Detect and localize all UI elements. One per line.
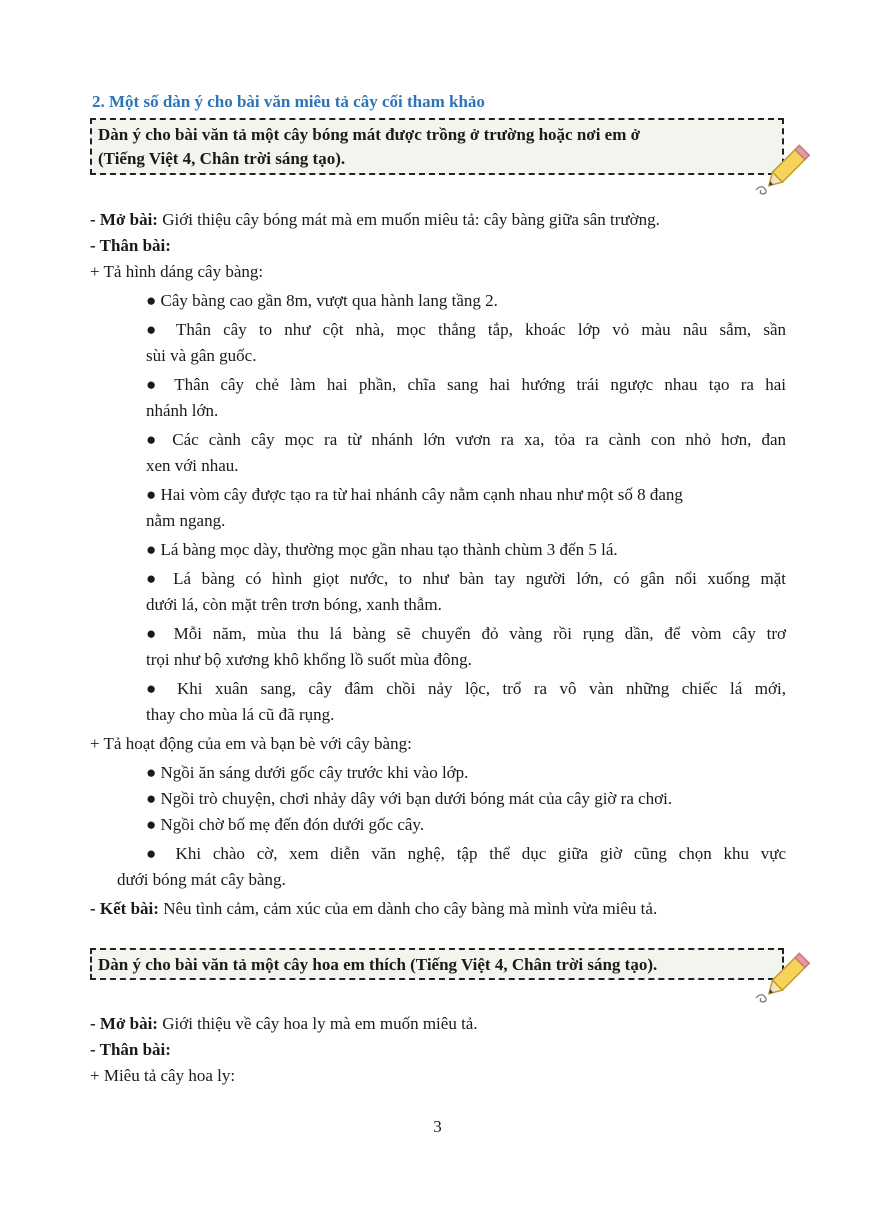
bullet-line: thay cho mùa lá cũ đã rụng. — [146, 705, 335, 724]
than-bai-label-2: - Thân bài: — [90, 1040, 171, 1059]
pencil-icon — [752, 950, 812, 1006]
bullet-line: ● Thân cây chẻ làm hai phần, chĩa sang hai hướng trái ngược nhau tạo ra hai — [146, 375, 786, 394]
bullet-line: ● Mỗi năm, mùa thu lá bàng sẽ chuyển đỏ vàng rồi rụng dần, để vòm cây trơ — [146, 624, 786, 643]
pencil-icon — [752, 142, 812, 198]
outline-heading-line-2: (Tiếng Việt 4, Chân trời sáng tạo). — [98, 149, 346, 168]
bullet-line: nhánh lớn. — [146, 401, 219, 420]
mo-bai-line-1: - Mở bài: Giới thiệu cây bóng mát mà em muốn miêu tả: cây bàng giữa sân trường. — [90, 210, 660, 229]
activity-heading: + Tả hoạt động của em và bạn bè với cây bàng: — [90, 734, 412, 753]
activity-line: ● Ngồi ăn sáng dưới gốc cây trước khi vào lớp. — [146, 763, 469, 782]
shape-heading-2: + Miêu tả cây hoa ly: — [90, 1066, 236, 1085]
outline-heading-line-1: Dàn ý cho bài văn tả một cây bóng mát được trồng ở trường hoặc nơi em ở — [98, 125, 641, 144]
bullet-line: ● Hai vòm cây được tạo ra từ hai nhánh cây nằm cạnh nhau như một số 8 đang — [146, 485, 683, 504]
bullet-line: trọi như bộ xương khô khổng lồ suốt mùa đông. — [146, 650, 472, 669]
mo-bai-line-2: - Mở bài: Giới thiệu về cây hoa ly mà em muốn miêu tả. — [90, 1014, 478, 1033]
activity-line: ● Ngồi chờ bố mẹ đến đón dưới gốc cây. — [146, 815, 425, 834]
bullet-line: sùi và gân guốc. — [146, 346, 257, 365]
ket-bai-line: - Kết bài: Nêu tình cảm, cảm xúc của em dành cho cây bàng mà mình vừa miêu tả. — [90, 899, 658, 918]
bullet-line: ● Cây bàng cao gần 8m, vượt qua hành lang tầng 2. — [146, 291, 498, 310]
than-bai-label-1: - Thân bài: — [90, 236, 171, 255]
outline-heading-box-1 — [90, 118, 784, 175]
activity-line: dưới bóng mát cây bàng. — [117, 870, 286, 889]
page-number: 3 — [433, 1117, 442, 1136]
bullet-line: nằm ngang. — [146, 511, 226, 530]
bullet-line: ● Lá bàng có hình giọt nước, to như bàn tay người lớn, có gân nổi xuống mặt — [146, 569, 786, 588]
bullet-line: dưới lá, còn mặt trên trơn bóng, xanh thẫm. — [146, 595, 442, 614]
outline-heading-line-3: Dàn ý cho bài văn tả một cây hoa em thích (Tiếng Việt 4, Chân trời sáng tạo). — [98, 955, 658, 974]
bullet-line: ● Các cành cây mọc ra từ nhánh lớn vươn ra xa, tỏa ra cành con nhỏ hơn, đan — [146, 430, 786, 449]
outline-heading-box-2 — [90, 948, 784, 980]
bullet-line: xen với nhau. — [146, 456, 239, 475]
activity-line: ● Khi chào cờ, xem diễn văn nghệ, tập thể dục giữa giờ cũng chọn khu vực — [146, 844, 786, 863]
bullet-line: ● Lá bàng mọc dày, thường mọc gần nhau tạo thành chùm 3 đến 5 lá. — [146, 540, 618, 559]
bullet-line: ● Khi xuân sang, cây đâm chồi nảy lộc, trổ ra vô vàn những chiếc lá mới, — [146, 679, 786, 698]
section-title: 2. Một số dàn ý cho bài văn miêu tả cây cối tham khảo — [92, 92, 485, 111]
shape-heading: + Tả hình dáng cây bàng: — [90, 262, 264, 281]
activity-line: ● Ngồi trò chuyện, chơi nhảy dây với bạn dưới bóng mát của cây giờ ra chơi. — [146, 789, 673, 808]
bullet-line: ● Thân cây to như cột nhà, mọc thẳng tắp, khoác lớp vỏ màu nâu sẫm, sần — [146, 320, 786, 339]
